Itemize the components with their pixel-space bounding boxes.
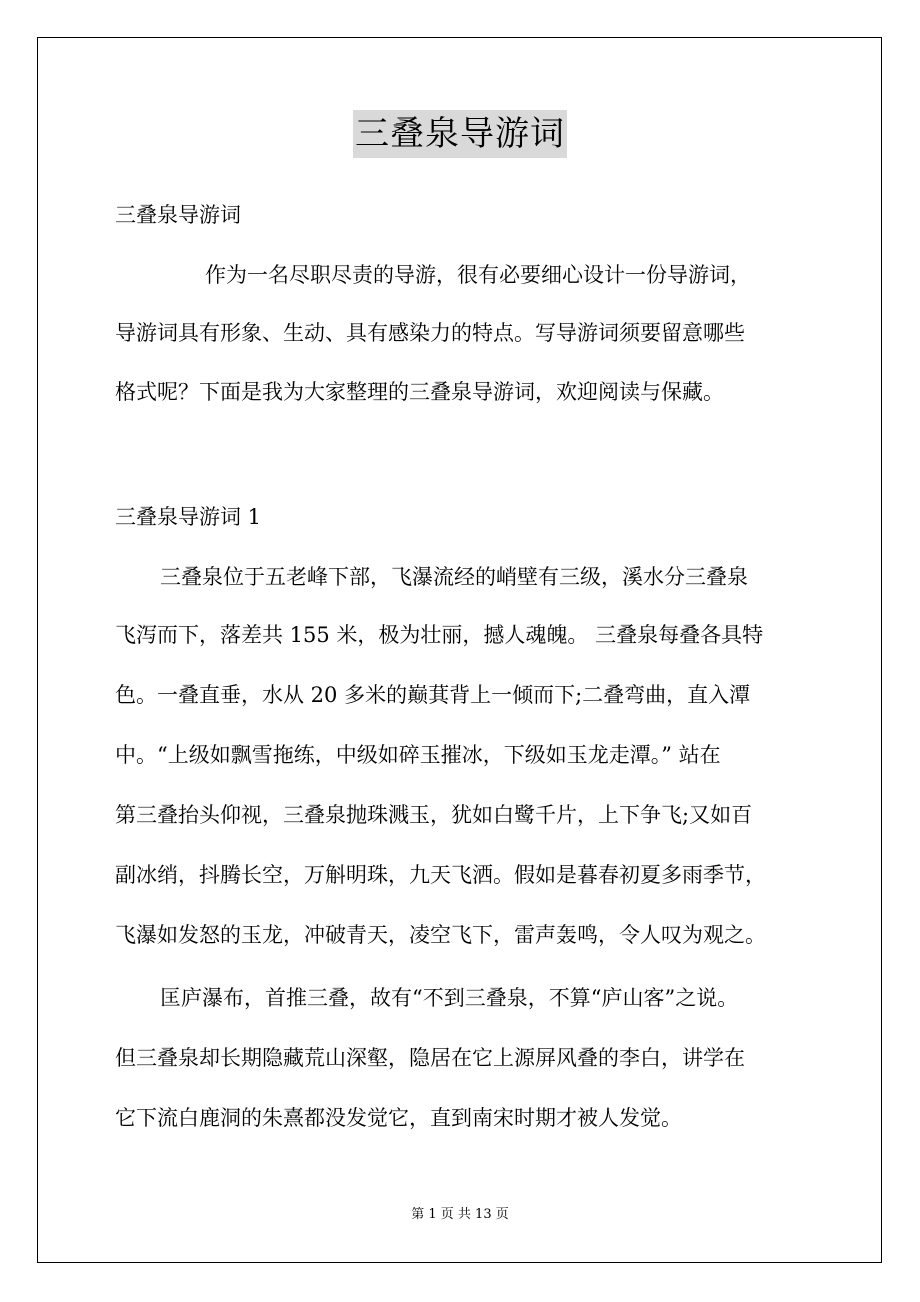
body-line: 色。一叠直垂，水从 20 多米的巅萁背上一倾而下;二叠弯曲，直入潭 <box>115 683 751 707</box>
body-line: 三叠泉位于五老峰下部，飞瀑流经的峭壁有三级，溪水分三叠泉 <box>160 565 748 589</box>
body-line: 第三叠抬头仰视，三叠泉抛珠溅玉，犹如白鹭千片，上下争飞;又如百 <box>115 803 753 827</box>
document-title: 三叠泉导游词 <box>353 110 567 158</box>
body-line: 但三叠泉却长期隐藏荒山深壑，隐居在它上源屏风叠的李白，讲学在 <box>115 1046 745 1070</box>
body-line: 飞泻而下，落差共 155 米，极为壮丽，撼人魂魄。 三叠泉每叠各具特 <box>115 623 764 647</box>
body-line: 匡庐瀑布，首推三叠，故有“不到三叠泉，不算“庐山客”之说。 <box>160 986 739 1010</box>
body-line: 飞瀑如发怒的玉龙，冲破青天，凌空飞下，雷声轰鸣，令人叹为观之。 <box>115 923 766 947</box>
section-heading: 三叠泉导游词 1 <box>115 505 262 529</box>
title-container <box>0 110 920 158</box>
intro-line: 格式呢？下面是我为大家整理的三叠泉导游词，欢迎阅读与保藏。 <box>115 380 724 404</box>
body-line: 副冰绡，抖腾长空，万斛明珠，九天飞洒。假如是暮春初夏多雨季节， <box>115 863 766 887</box>
intro-heading: 三叠泉导游词 <box>115 203 241 227</box>
page-footer: 第 1 页 共 13 页 <box>411 1207 509 1222</box>
intro-line: 导游词具有形象、生动、具有感染力的特点。写导游词须要留意哪些 <box>115 321 745 345</box>
body-line: 它下流白鹿洞的朱熹都没发觉它，直到南宋时期才被人发觉。 <box>115 1106 682 1130</box>
intro-line: 作为一名尽职尽责的导游，很有必要细心设计一份导游词， <box>205 263 751 287</box>
body-line: 中。“上级如飘雪拖练，中级如碎玉摧冰，下级如玉龙走潭。” 站在 <box>115 743 721 767</box>
